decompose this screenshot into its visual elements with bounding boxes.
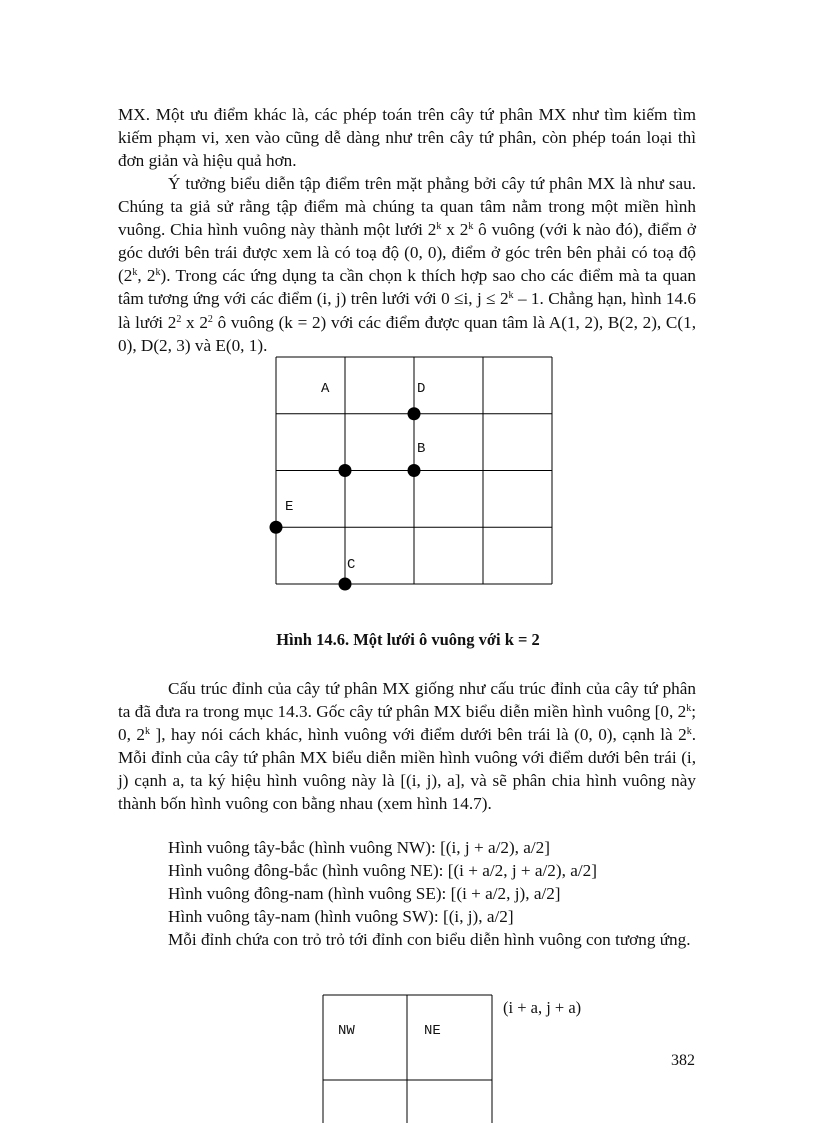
text-seg: , 2 <box>137 266 156 286</box>
text-seg: ). Trong các ứng dụng ta cần chọn k thích hợp sao cho các điểm mà ta quan tâm tương ứng với các điểm (i, j) trên lưới với 0 ≤i, j ≤ 2 <box>118 266 696 309</box>
text-seg: x 2 <box>181 312 208 332</box>
paragraph-structure <box>118 677 696 816</box>
text-seg: . Mỗi đỉnh của cây tứ phân MX biểu diễn miền hình vuông với điểm dưới bên trái (i, j) cạnh a, ta ký hiệu hình vuông này là [(i, j), a], và sẽ phân chia hình vuông này thành bốn hình vuông con bằng nhau (xem hình 14.7). <box>118 725 697 814</box>
text-seg: – 1. Chẳng hạn, hình 14.6 là lưới 2 <box>118 289 696 332</box>
superscript: k <box>144 726 150 738</box>
point-label-e: E <box>285 499 294 515</box>
text-seg: ô vuông (k = 2) với các điểm được quan tâm là A(1, 2), B(2, 2), C(1, 0), D(2, 3) và E(0, 1). <box>118 312 696 355</box>
grid-point-d <box>408 407 421 420</box>
line-nw: Hình vuông tây-bắc (hình vuông NW): [(i, j + a/2), a/2] <box>168 838 550 857</box>
superscript: k <box>155 267 161 279</box>
corner-coordinate-label: (i + a, j + a) <box>503 998 582 1017</box>
text-seg: ], hay nói cách khác, hình vuông với điểm dưới bên trái là (0, 0), cạnh là 2 <box>149 725 687 745</box>
quadrant-label-nw: NW <box>338 1023 355 1039</box>
text-seg: Ý tưởng biểu diễn tập điểm trên mặt phẳng bởi cây tứ phân MX là như sau. Chúng ta giả sử rằng tập điểm mà chúng ta quan tâm nằm trong một miền hình vuông. Chia hình vuông này thành một lưới 2 <box>118 174 696 240</box>
grid-point-c <box>339 578 352 591</box>
quadrant-label-ne: NE <box>424 1023 441 1039</box>
superscript: 2 <box>176 313 182 325</box>
superscript: k <box>468 221 474 233</box>
page-number: 382 <box>671 1052 695 1069</box>
line-se: Hình vuông đông-nam (hình vuông SE): [(i + a/2, j), a/2] <box>168 884 561 903</box>
text-seg: x 2 <box>441 220 469 240</box>
text-seg: ; 0, 2 <box>118 702 696 745</box>
line-ne: Hình vuông đông-bắc (hình vuông NE): [(i + a/2, j + a/2), a/2] <box>168 861 597 880</box>
superscript: 2 <box>207 313 213 325</box>
grid-point-b <box>408 464 421 477</box>
point-label-d: D <box>417 381 426 397</box>
paragraph-pointers-text: Mỗi đỉnh chứa con trỏ trỏ tới đỉnh con biểu diễn hình vuông con tương ứng. <box>168 930 691 949</box>
superscript: k <box>436 221 442 233</box>
grid-point-a <box>339 464 352 477</box>
paragraph-pointers <box>118 928 696 951</box>
point-label-b: B <box>417 441 426 457</box>
quadrant-grid <box>323 995 492 1123</box>
figure-caption: Hình 14.6. Một lưới ô vuông với k = 2 <box>276 630 540 649</box>
superscript: k <box>686 726 692 738</box>
point-label-c: C <box>347 557 356 573</box>
superscript: k <box>686 703 692 715</box>
superscript: k <box>132 267 138 279</box>
point-label-a: A <box>321 381 330 397</box>
paragraph-intro-text: MX. Một ưu điểm khác là, các phép toán trên cây tứ phân MX như tìm kiếm tìm kiếm phạm vi, xen vào cũng dễ dàng như trên cây tứ phân, còn phép toán loại thì đơn giản và hiệu quả hơn. <box>118 105 696 171</box>
line-sw: Hình vuông tây-nam (hình vuông SW): [(i, j), a/2] <box>168 907 514 926</box>
superscript: k <box>508 290 514 302</box>
text-seg: ô vuông (với k nào đó), điểm ở góc dưới bên trái được xem là có toạ độ (0, 0), điểm ở góc trên bên phải có toạ độ (2 <box>118 220 696 286</box>
grid-point-e <box>270 521 283 534</box>
text-seg: Cấu trúc đỉnh của cây tứ phân MX giống như cấu trúc đỉnh của cây tứ phân ta đã đưa ra trong mục 14.3. Gốc cây tứ phân MX biểu diễn miền hình vuông [0, 2 <box>118 679 696 722</box>
